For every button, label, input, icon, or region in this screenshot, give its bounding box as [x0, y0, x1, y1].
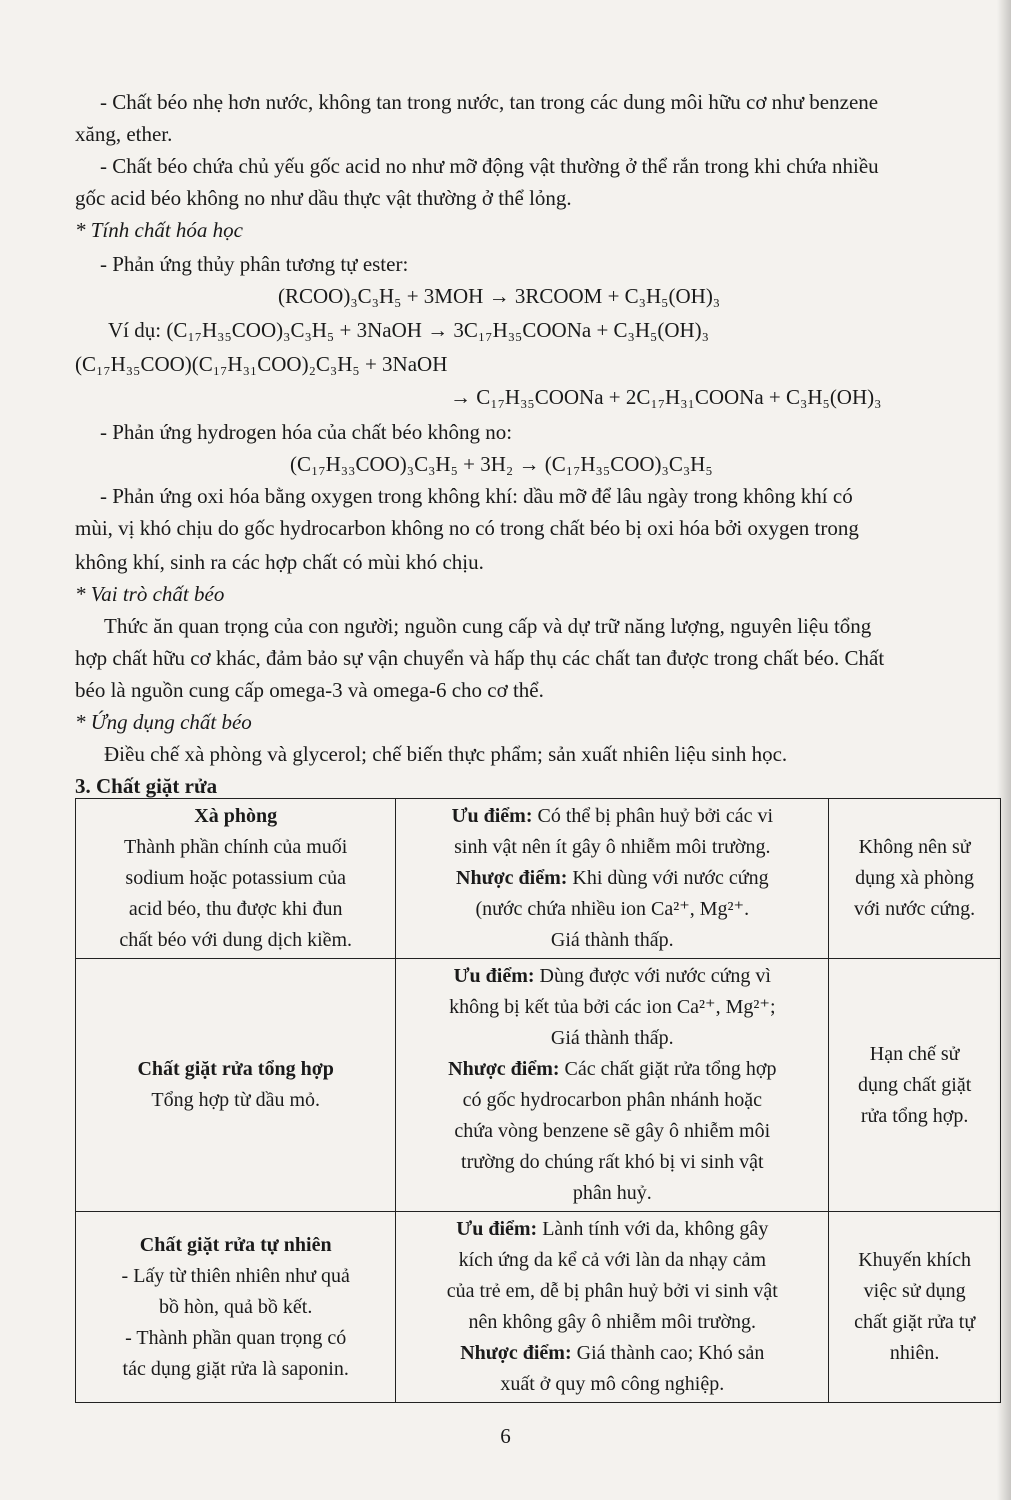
cell-line: sodium hoặc potassium của — [125, 867, 346, 889]
cell-text: Khi dùng với nước cứng — [572, 867, 769, 889]
cell-text: Các chất giặt rửa tổng hợp — [564, 1058, 777, 1080]
cell-line: nên không gây ô nhiễm môi trường. — [468, 1311, 757, 1333]
cell-line: kích ứng da kể cả với làn da nhạy cảm — [458, 1249, 767, 1271]
cell-line — [402, 863, 822, 894]
disadvantage-label: Nhược điểm: — [460, 1342, 572, 1364]
paragraph-line: gốc acid béo không no như dầu thực vật thường ở thể lỏng. — [75, 186, 572, 210]
table-cell-recommendation — [829, 1212, 1001, 1403]
cell-line: rửa tổng hợp. — [860, 1104, 969, 1127]
paragraph-line: - Phản ứng oxi hóa bằng oxygen trong không khí: dầu mỡ để lâu ngày trong không khí có — [100, 484, 853, 508]
equation-example: Ví dụ: (C₁₇H₃₅COO)₃C₃H₅ + 3NaOH → 3C₁₇H₃₅COONa + C₃H₅(OH)₃ — [108, 318, 709, 342]
table-cell-recommendation — [829, 959, 1001, 1212]
table-cell-type — [76, 1212, 396, 1403]
cell-line: chất giặt rửa tự — [854, 1311, 976, 1333]
cell-line: dụng xà phòng — [855, 867, 975, 889]
cell-line: phân huỷ. — [572, 1182, 652, 1204]
cell-line — [402, 1054, 822, 1085]
equation-hydrolysis: (RCOO)₃C₃H₅ + 3MOH → 3RCOOM + C₃H₅(OH)₃ — [278, 284, 721, 308]
table-cell-recommendation — [829, 799, 1001, 959]
paragraph-line: Thức ăn quan trọng của con người; nguồn cung cấp và dự trữ năng lượng, nguyên liệu tổng — [104, 614, 872, 638]
cell-line: (nước chứa nhiều ion Ca²⁺, Mg²⁺. — [475, 898, 750, 920]
subheading-chemical-properties: * Tính chất hóa học — [75, 218, 243, 242]
cell-line — [402, 1214, 822, 1245]
advantage-label: Ưu điểm: — [451, 805, 533, 827]
row-title: Chất giặt rửa tổng hợp — [137, 1058, 334, 1080]
paragraph-line: - Phản ứng thủy phân tương tự ester: — [100, 252, 409, 276]
paragraph-line: Điều chế xà phòng và glycerol; chế biến thực phẩm; sản xuất nhiên liệu sinh học. — [104, 742, 788, 766]
subheading-applications: * Ứng dụng chất béo — [75, 710, 252, 734]
cell-line: với nước cứng. — [854, 898, 976, 920]
advantage-label: Ưu điểm: — [453, 965, 535, 987]
paragraph-line: mùi, vị khó chịu do gốc hydrocarbon không no có trong chất béo bị oxi hóa bởi oxygen trong — [75, 516, 859, 540]
table-cell-pros-cons — [396, 959, 829, 1212]
equation-mixed-products: → C₁₇H₃₅COONa + 2C₁₇H₃₁COONa + C₃H₅(OH)₃ — [450, 385, 882, 409]
equation-mixed-start: (C₁₇H₃₅COO)(C₁₇H₃₁COO)₂C₃H₅ + 3NaOH — [75, 352, 448, 376]
detergent-comparison-table — [75, 798, 1001, 1403]
cell-line: Hạn chế sử — [869, 1042, 960, 1065]
row-title: Chất giặt rửa tự nhiên — [139, 1233, 332, 1256]
row-title: Xà phòng — [194, 805, 278, 827]
cell-text: Lành tính với da, không gây — [542, 1218, 769, 1240]
cell-line: Giá thành thấp. — [550, 929, 674, 951]
cell-line: Khuyến khích — [858, 1249, 971, 1271]
disadvantage-label: Nhược điểm: — [456, 867, 568, 889]
cell-line: nhiên. — [889, 1342, 940, 1364]
table-row — [76, 799, 1001, 959]
subheading-role: * Vai trò chất béo — [75, 582, 225, 606]
cell-line: trường do chúng rất khó bị vi sinh vật — [461, 1151, 764, 1173]
cell-line: dụng chất giặt — [857, 1073, 972, 1096]
cell-line: Giá thành thấp. — [550, 1027, 674, 1049]
cell-line: có gốc hydrocarbon phân nhánh hoặc — [462, 1089, 762, 1111]
cell-line: của trẻ em, dễ bị phân huỷ bởi vi sinh vật — [446, 1280, 778, 1302]
table-row — [76, 959, 1001, 1212]
cell-line: tác dụng giặt rửa là saponin. — [122, 1357, 349, 1380]
cell-line: không bị kết tủa bởi các ion Ca²⁺, Mg²⁺; — [449, 996, 776, 1018]
cell-line: Thành phần chính của muối — [124, 836, 348, 858]
cell-line — [402, 801, 822, 832]
cell-line: bồ hòn, quả bồ kết. — [159, 1295, 313, 1318]
cell-line: sinh vật nên ít gây ô nhiễm môi trường. — [454, 836, 771, 858]
cell-line: Tổng hợp từ dầu mỏ. — [151, 1089, 320, 1111]
equation-hydrogenation: (C₁₇H₃₃COO)₃C₃H₅ + 3H₂ → (C₁₇H₃₅COO)₃C₃H₅ — [290, 452, 713, 476]
page-edge-shadow — [997, 0, 1011, 1500]
table-row — [76, 1212, 1001, 1403]
section-heading: 3. Chất giặt rửa — [75, 774, 218, 798]
paragraph-line: - Phản ứng hydrogen hóa của chất béo không no: — [100, 420, 513, 444]
paragraph-line: hợp chất hữu cơ khác, đảm bảo sự vận chuyển và hấp thụ các chất tan được trong chất béo. Chất — [75, 646, 885, 670]
paragraph-line: - Chất béo nhẹ hơn nước, không tan trong nước, tan trong các dung môi hữu cơ như benzene — [100, 90, 879, 114]
disadvantage-label: Nhược điểm: — [448, 1058, 560, 1080]
page-number: 6 — [500, 1424, 511, 1448]
table-cell-pros-cons — [396, 1212, 829, 1403]
cell-line: Không nên sử — [858, 836, 971, 858]
cell-line: - Lấy từ thiên nhiên như quả — [121, 1264, 350, 1287]
cell-line: acid béo, thu được khi đun — [128, 898, 343, 920]
cell-text: Giá thành cao; Khó sản — [576, 1342, 765, 1364]
paragraph-line: béo là nguồn cung cấp omega-3 và omega-6 cho cơ thể. — [75, 678, 544, 702]
paragraph-line: - Chất béo chứa chủ yếu gốc acid no như mỡ động vật thường ở thể rắn trong khi chứa nhiều — [100, 154, 879, 178]
cell-line — [402, 1338, 822, 1369]
cell-text: Dùng được với nước cứng vì — [539, 965, 771, 987]
cell-line: việc sử dụng — [863, 1280, 966, 1302]
cell-text: Có thể bị phân huỷ bởi các vi — [537, 805, 774, 827]
table-cell-pros-cons — [396, 799, 829, 959]
advantage-label: Ưu điểm: — [456, 1218, 538, 1240]
cell-line — [402, 961, 822, 992]
cell-line: - Thành phần quan trọng có — [125, 1326, 347, 1349]
paragraph-line: không khí, sinh ra các hợp chất có mùi khó chịu. — [75, 550, 484, 574]
paragraph-line: xăng, ether. — [75, 122, 173, 146]
cell-line: xuất ở quy mô công nghiệp. — [500, 1373, 725, 1395]
table-cell-type — [76, 799, 396, 959]
cell-line: chất béo với dung dịch kiềm. — [119, 929, 353, 951]
cell-line: chứa vòng benzene sẽ gây ô nhiễm môi — [454, 1120, 771, 1142]
table-cell-type — [76, 959, 396, 1212]
